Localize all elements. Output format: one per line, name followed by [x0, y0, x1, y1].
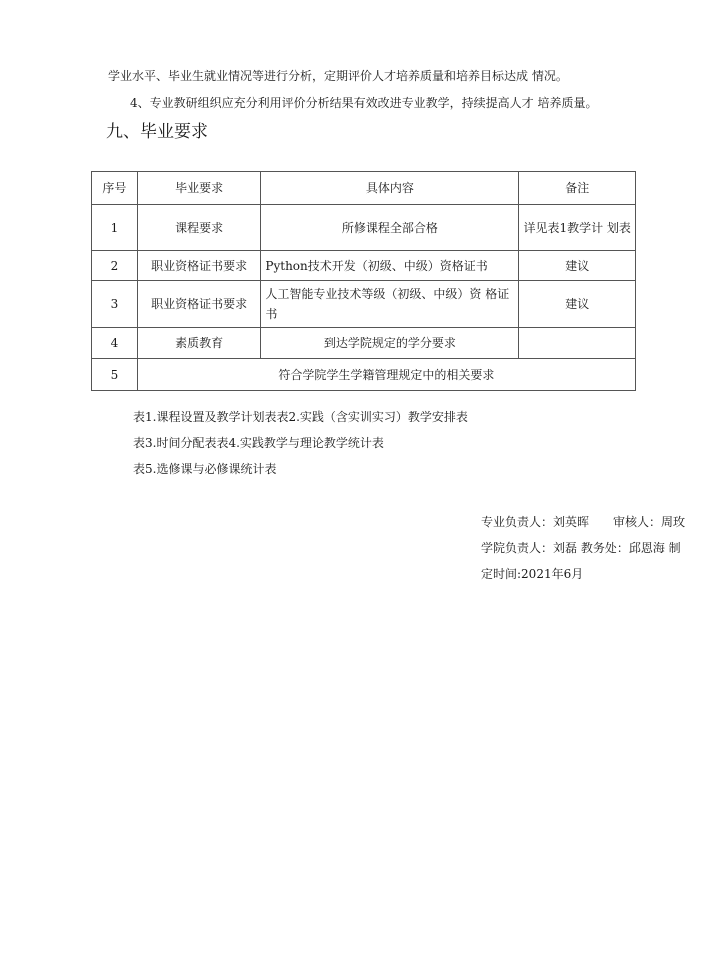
signoff-line: 定时间:2021年6月 [481, 567, 584, 581]
section-heading: 九、毕业要求 [106, 122, 208, 142]
signoff-line: 学院负责人：刘磊 教务处：邱恩海 制 [481, 541, 681, 555]
cell-remark: 建议 [519, 251, 636, 281]
cell-content: 所修课程全部合格 [261, 205, 519, 251]
cell-requirement: 职业资格证书要求 [137, 281, 261, 328]
cell-no: 3 [92, 281, 138, 328]
cell-remark: 建议 [519, 281, 636, 328]
appendix-note: 表5.选修课与必修课统计表 [133, 462, 277, 476]
cell-merged-requirement: 符合学院学生学籍管理规定中的相关要求 [137, 359, 635, 391]
intro-paragraph-item-4: 4、专业教研组织应充分利用评价分析结果有效改进专业教学，持续提高人才 培养质量。 [130, 96, 598, 110]
header-cell-requirement: 毕业要求 [137, 172, 261, 205]
appendix-note: 表3.时间分配表表4.实践教学与理论教学统计表 [133, 436, 384, 450]
cell-no: 1 [92, 205, 138, 251]
table-row [92, 251, 636, 281]
cell-remark [519, 328, 636, 359]
signoff-line: 专业负责人：刘英晖 审核人：周玫 [481, 515, 686, 529]
header-cell-content: 具体内容 [261, 172, 519, 205]
cell-no: 4 [92, 328, 138, 359]
cell-content: 人工智能专业技术等级（初级、中级）资 格证书 [261, 281, 519, 328]
table-row [92, 281, 636, 328]
cell-no: 5 [92, 359, 138, 391]
header-cell-no: 序号 [92, 172, 138, 205]
table-row [92, 359, 636, 391]
cell-requirement: 职业资格证书要求 [137, 251, 261, 281]
signoff-block [481, 509, 685, 587]
cell-no: 2 [92, 251, 138, 281]
intro-paragraph-line: 学业水平、毕业生就业情况等进行分析，定期评价人才培养质量和培养目标达成 情况。 [108, 69, 568, 83]
cell-content: 到达学院规定的学分要求 [261, 328, 519, 359]
header-cell-remark: 备注 [519, 172, 636, 205]
cell-remark: 详见表1教学计 划表 [519, 205, 636, 251]
table-row [92, 205, 636, 251]
cell-content: Python技术开发（初级、中级）资格证书 [261, 251, 519, 281]
cell-requirement: 素质教育 [137, 328, 261, 359]
cell-requirement: 课程要求 [137, 205, 261, 251]
graduation-requirements-table [91, 171, 636, 391]
table-header-row [92, 172, 636, 205]
appendix-notes [133, 404, 468, 482]
table-row [92, 328, 636, 359]
appendix-note: 表1.课程设置及教学计划表表2.实践（含实训实习）教学安排表 [133, 410, 468, 424]
